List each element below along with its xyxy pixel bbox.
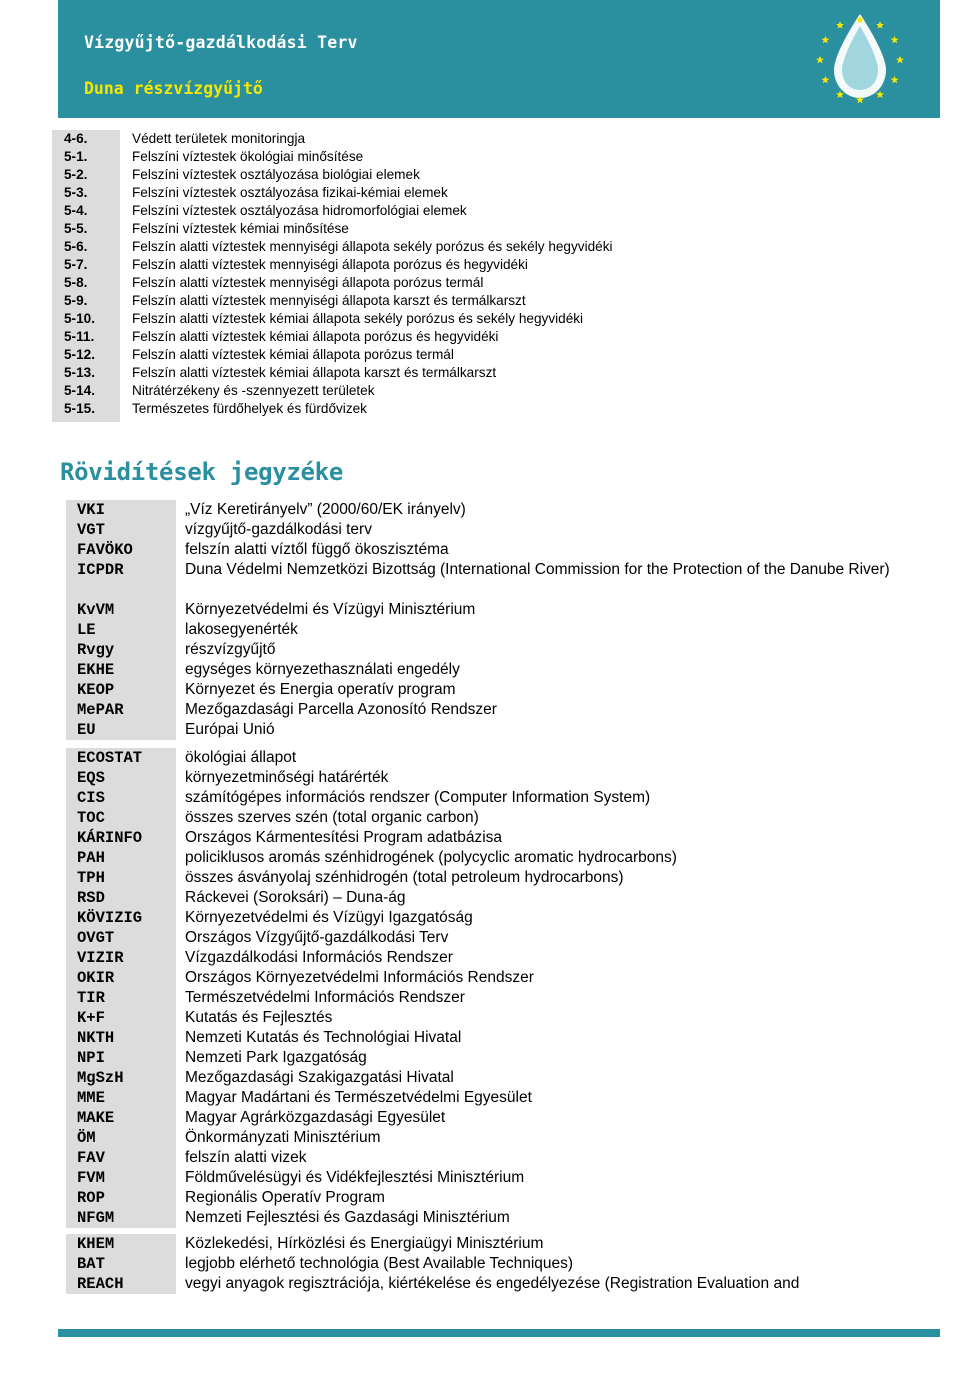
contents-item-number: 5-13. <box>64 365 95 380</box>
abbreviation-row <box>66 640 916 660</box>
abbreviation-code: BAT <box>66 1254 176 1274</box>
abbreviation-row <box>66 1274 916 1294</box>
abbreviation-row <box>66 500 916 520</box>
header-title: Vízgyűjtő-gazdálkodási Terv <box>84 33 358 52</box>
abbreviations-title: Rövidítések jegyzéke <box>60 458 343 486</box>
abbreviation-code: TOC <box>66 808 176 828</box>
abbreviation-meaning: ökológiai állapot <box>185 749 297 766</box>
abbreviation-meaning: felszín alatti víztől függő ökoszisztéma <box>185 541 449 558</box>
abbreviation-meaning: Mezőgazdasági Parcella Azonosító Rendszer <box>185 701 497 718</box>
star-icon <box>896 56 904 64</box>
contents-item <box>64 166 613 184</box>
star-icon <box>821 36 829 44</box>
abbreviation-code: FVM <box>66 1168 176 1188</box>
abbreviation-code: KHEM <box>66 1234 176 1254</box>
abbreviation-code: VKI <box>66 500 176 520</box>
abbreviation-row <box>66 1028 916 1048</box>
abbreviation-code: MAKE <box>66 1108 176 1128</box>
star-icon <box>891 76 899 84</box>
abbreviation-meaning: vízgyűjtő-gazdálkodási terv <box>185 521 372 538</box>
abbreviation-code: NFGM <box>66 1208 176 1228</box>
abbreviation-row <box>66 1148 916 1168</box>
contents-item <box>64 292 613 310</box>
abbreviation-meaning: „Víz Keretirányelv” (2000/60/EK irányelv) <box>185 501 466 518</box>
abbreviation-code: FAV <box>66 1148 176 1168</box>
abbreviation-meaning: Természetvédelmi Információs Rendszer <box>185 989 465 1006</box>
abbreviation-code: ECOSTAT <box>66 748 176 768</box>
contents-item-text: Felszín alatti víztestek mennyiségi állapota sekély porózus és sekély hegyvidéki <box>132 239 613 254</box>
abbreviation-code: VIZIR <box>66 948 176 968</box>
contents-item-number: 4-6. <box>64 131 88 146</box>
contents-item-number: 5-7. <box>64 257 88 272</box>
contents-item-number: 5-3. <box>64 185 88 200</box>
abbreviation-meaning: lakosegyenérték <box>185 621 298 638</box>
contents-item-number: 5-6. <box>64 239 88 254</box>
abbreviation-meaning: Nemzeti Kutatás és Technológiai Hivatal <box>185 1029 462 1046</box>
abbreviation-meaning: felszín alatti vizek <box>185 1149 307 1166</box>
contents-item-text: Természetes fürdőhelyek és fürdővizek <box>132 401 367 416</box>
abbreviation-row <box>66 748 916 768</box>
footer-bar <box>58 1329 940 1337</box>
contents-item <box>64 256 613 274</box>
abbreviation-row <box>66 620 916 640</box>
abbreviation-row <box>66 808 916 828</box>
contents-item-text: Felszíni víztestek kémiai minősítése <box>132 221 349 236</box>
contents-item-text: Felszín alatti víztestek mennyiségi állapota porózus és hegyvidéki <box>132 257 528 272</box>
contents-item-text: Felszín alatti víztestek mennyiségi állapota porózus termál <box>132 275 484 290</box>
abbreviation-code: CIS <box>66 788 176 808</box>
contents-item-text: Felszín alatti víztestek kémiai állapota sekély porózus és sekély hegyvidéki <box>132 311 584 326</box>
contents-item-text: Felszín alatti víztestek kémiai állapota porózus termál <box>132 347 454 362</box>
contents-item-number: 5-2. <box>64 167 88 182</box>
abbreviation-meaning: Önkormányzati Minisztérium <box>185 1129 381 1146</box>
contents-item <box>64 364 613 382</box>
abbreviation-row <box>66 520 916 540</box>
abbreviation-meaning: vegyi anyagok regisztrációja, kiértékelése és engedélyezése (Registration Evaluation and <box>185 1275 800 1292</box>
star-icon <box>821 76 829 84</box>
abbreviation-meaning: Mezőgazdasági Szakigazgatási Hivatal <box>185 1069 454 1086</box>
abbreviation-code: ICPDR <box>66 560 176 600</box>
abbreviation-code: TIR <box>66 988 176 1008</box>
abbreviation-meaning: Földművelésügyi és Vidékfejlesztési Minisztérium <box>185 1169 525 1186</box>
contents-item-number: 5-10. <box>64 311 95 326</box>
contents-item-text: Felszíni víztestek ökológiai minősítése <box>132 149 364 164</box>
contents-item-text: Felszín alatti víztestek kémiai állapota porózus és hegyvidéki <box>132 329 499 344</box>
abbreviation-code: NKTH <box>66 1028 176 1048</box>
contents-item <box>64 382 613 400</box>
abbreviation-meaning: policiklusos aromás szénhidrogének (polycyclic aromatic hydrocarbons) <box>185 849 677 866</box>
abbreviation-row <box>66 680 916 700</box>
abbreviation-meaning: legjobb elérhető technológia (Best Available Techniques) <box>185 1255 574 1272</box>
water-drop-eu-stars-icon <box>810 8 910 106</box>
abbreviation-meaning: Országos Vízgyűjtő-gazdálkodási Terv <box>185 929 449 946</box>
abbreviation-row <box>66 1168 916 1188</box>
abbreviation-code: MgSzH <box>66 1068 176 1088</box>
abbreviation-meaning: számítógépes információs rendszer (Computer Information System) <box>185 789 651 806</box>
abbreviation-row <box>66 1208 916 1228</box>
abbreviation-meaning: Duna Védelmi Nemzetközi Bizottság (International Commission for the Protection of the Danube River) <box>185 561 890 578</box>
abbreviation-row <box>66 700 916 720</box>
contents-item-text: Felszín alatti víztestek kémiai állapota karszt és termálkarszt <box>132 365 497 380</box>
contents-item <box>64 220 613 238</box>
abbreviation-meaning: Környezetvédelmi és Vízügyi Igazgatóság <box>185 909 473 926</box>
abbreviation-row <box>66 1128 916 1148</box>
abbreviation-meaning: Országos Környezetvédelmi Információs Rendszer <box>185 969 534 986</box>
star-icon <box>836 21 844 29</box>
contents-item-text: Nitrátérzékeny és -szennyezett területek <box>132 383 375 398</box>
abbreviation-meaning: Magyar Madártani és Természetvédelmi Egyesület <box>185 1089 532 1106</box>
abbreviation-row <box>66 1234 916 1254</box>
contents-item-number: 5-4. <box>64 203 88 218</box>
page-header <box>58 0 940 118</box>
contents-item <box>64 346 613 364</box>
contents-item-number: 5-1. <box>64 149 88 164</box>
abbreviation-meaning: részvízgyűjtő <box>185 641 276 658</box>
abbreviation-meaning: Nemzeti Fejlesztési és Gazdasági Minisztérium <box>185 1209 510 1226</box>
abbreviation-meaning: egységes környezethasználati engedély <box>185 661 460 678</box>
abbreviation-row <box>66 1048 916 1068</box>
abbreviation-code: ÖM <box>66 1128 176 1148</box>
abbreviation-row <box>66 720 916 740</box>
contents-item <box>64 238 613 256</box>
abbreviation-meaning: összes szerves szén (total organic carbon) <box>185 809 479 826</box>
abbreviation-row <box>66 868 916 888</box>
abbreviation-code: KEOP <box>66 680 176 700</box>
abbreviation-row <box>66 908 916 928</box>
abbreviation-meaning: Európai Unió <box>185 721 275 738</box>
contents-list <box>64 130 613 418</box>
abbreviation-meaning: Magyar Agrárközgazdasági Egyesület <box>185 1109 446 1126</box>
abbreviation-meaning: Környezet és Energia operatív program <box>185 681 456 698</box>
abbreviation-row <box>66 1188 916 1208</box>
abbreviation-code: KÁRINFO <box>66 828 176 848</box>
abbreviation-meaning: Ráckevei (Soroksári) – Duna-ág <box>185 889 406 906</box>
header-subtitle: Duna részvízgyűjtő <box>84 79 263 98</box>
abbreviation-row <box>66 560 916 600</box>
abbreviation-row <box>66 988 916 1008</box>
contents-item-number: 5-8. <box>64 275 88 290</box>
abbreviation-row <box>66 540 916 560</box>
abbreviation-meaning: környezetminőségi határérték <box>185 769 389 786</box>
contents-item <box>64 328 613 346</box>
contents-item <box>64 310 613 328</box>
contents-item <box>64 274 613 292</box>
contents-item-text: Felszín alatti víztestek mennyiségi állapota karszt és termálkarszt <box>132 293 526 308</box>
abbreviation-code: VGT <box>66 520 176 540</box>
abbreviation-code: FAVÖKO <box>66 540 176 560</box>
abbreviation-meaning: Országos Kármentesítési Program adatbázisa <box>185 829 503 846</box>
abbreviation-code: LE <box>66 620 176 640</box>
abbreviation-row <box>66 828 916 848</box>
abbreviation-code: EU <box>66 720 176 740</box>
abbreviation-row <box>66 968 916 988</box>
abbreviation-code: OKIR <box>66 968 176 988</box>
abbreviation-row <box>66 1088 916 1108</box>
abbreviation-code: Rvgy <box>66 640 176 660</box>
abbreviation-code: OVGT <box>66 928 176 948</box>
abbreviation-row <box>66 1254 916 1274</box>
star-icon <box>891 36 899 44</box>
contents-item <box>64 184 613 202</box>
contents-item-number: 5-9. <box>64 293 88 308</box>
abbreviation-code: MME <box>66 1088 176 1108</box>
abbreviation-code: NPI <box>66 1048 176 1068</box>
contents-item-text: Felszíni víztestek osztályozása fizikai-kémiai elemek <box>132 185 448 200</box>
star-icon <box>816 56 824 64</box>
abbreviation-meaning: Közlekedési, Hírközlési és Energiaügyi Minisztérium <box>185 1235 544 1252</box>
contents-item <box>64 130 613 148</box>
abbreviation-row <box>66 660 916 680</box>
abbreviation-meaning: összes ásványolaj szénhidrogén (total petroleum hydrocarbons) <box>185 869 624 886</box>
abbreviation-code: RSD <box>66 888 176 908</box>
abbreviation-row <box>66 1068 916 1088</box>
contents-item-number: 5-5. <box>64 221 88 236</box>
contents-item-number: 5-14. <box>64 383 95 398</box>
abbreviation-meaning: Regionális Operatív Program <box>185 1189 385 1206</box>
abbreviation-meaning: Környezetvédelmi és Vízügyi Minisztérium <box>185 601 476 618</box>
star-icon <box>836 90 844 98</box>
abbreviation-meaning: Kutatás és Fejlesztés <box>185 1009 333 1026</box>
abbreviation-code: EKHE <box>66 660 176 680</box>
contents-item-text: Felszíni víztestek osztályozása biológiai elemek <box>132 167 420 182</box>
abbreviation-code: KvVM <box>66 600 176 620</box>
star-icon <box>876 90 884 98</box>
abbreviation-code: PAH <box>66 848 176 868</box>
abbreviation-row <box>66 888 916 908</box>
abbreviation-meaning: Nemzeti Park Igazgatóság <box>185 1049 367 1066</box>
abbreviation-row <box>66 948 916 968</box>
abbreviation-code: ROP <box>66 1188 176 1208</box>
contents-item <box>64 400 613 418</box>
abbreviation-code: KÖVIZIG <box>66 908 176 928</box>
abbreviation-code: K+F <box>66 1008 176 1028</box>
contents-item-text: Felszíni víztestek osztályozása hidromorfológiai elemek <box>132 203 467 218</box>
abbreviation-row <box>66 600 916 620</box>
contents-item-text: Védett területek monitoringja <box>132 131 306 146</box>
abbreviation-row <box>66 768 916 788</box>
contents-item-number: 5-12. <box>64 347 95 362</box>
abbreviation-row <box>66 788 916 808</box>
abbreviation-code: EQS <box>66 768 176 788</box>
abbreviation-meaning: Vízgazdálkodási Információs Rendszer <box>185 949 453 966</box>
contents-item-number: 5-15. <box>64 401 95 416</box>
abbreviation-row <box>66 1108 916 1128</box>
contents-item <box>64 148 613 166</box>
contents-item <box>64 202 613 220</box>
abbreviation-code: REACH <box>66 1274 176 1294</box>
contents-item-number: 5-11. <box>64 329 95 344</box>
abbreviation-row <box>66 848 916 868</box>
abbreviation-code: MePAR <box>66 700 176 720</box>
abbreviation-code: TPH <box>66 868 176 888</box>
abbreviation-row <box>66 1008 916 1028</box>
star-icon <box>876 21 884 29</box>
abbreviation-row <box>66 928 916 948</box>
